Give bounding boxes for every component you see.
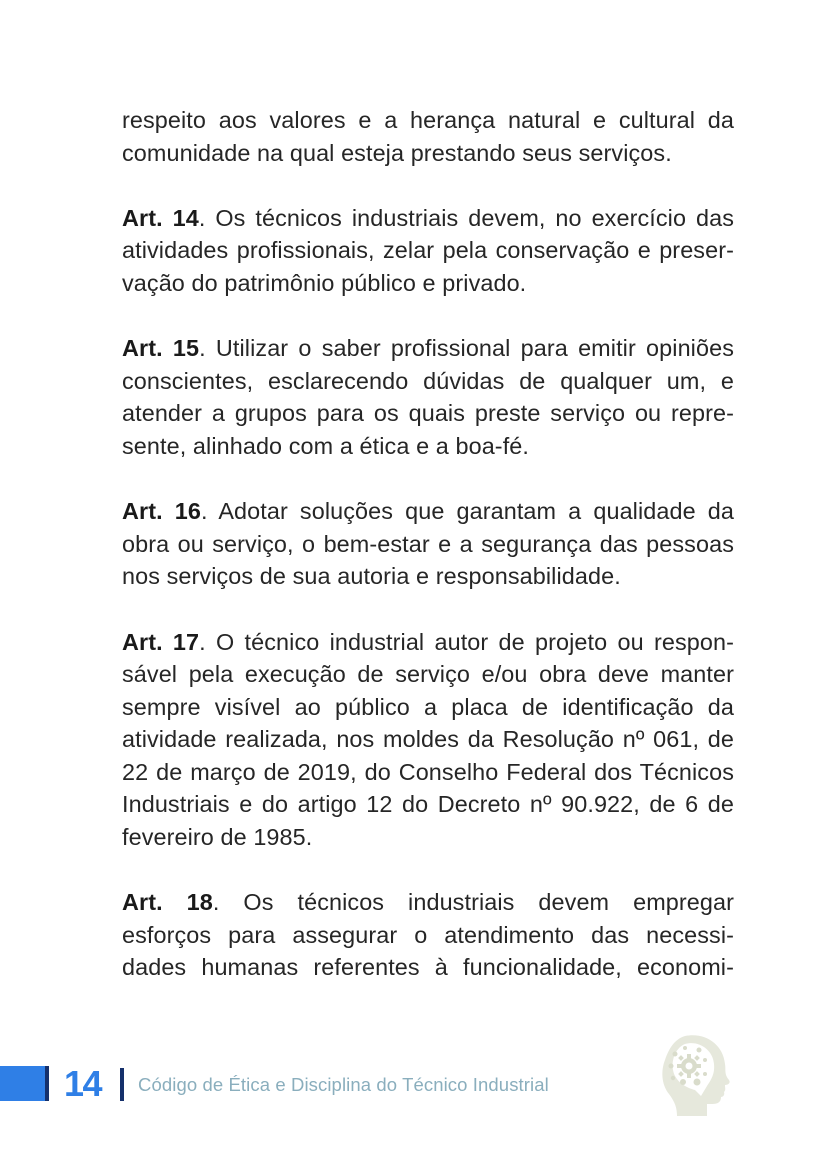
- text-line: esforços para assegurar o atendimento das necessi-: [122, 921, 734, 948]
- text-line: [122, 202, 734, 235]
- text-line: [122, 886, 734, 919]
- text-line: sável pela execução de serviço e/ou obra deve manter: [122, 661, 734, 688]
- paragraph-continuation: [122, 104, 734, 169]
- footer-accent-bar: [0, 1066, 45, 1101]
- page-number: 14: [64, 1063, 102, 1104]
- page-body: [122, 104, 734, 1017]
- article-text: . Adotar soluções que garantam a qualidade da: [200, 498, 734, 525]
- text-line: conscientes, esclarecendo dúvidas de qualquer um, e: [122, 367, 734, 394]
- text-line: sente, alinhado com a ética e a boa-fé.: [122, 432, 529, 459]
- article-label: Art. 18: [122, 889, 213, 916]
- text-line: respeito aos valores e a herança natural e cultural da: [122, 107, 734, 133]
- footer-divider: [120, 1068, 124, 1101]
- article-label: Art. 15: [122, 335, 200, 362]
- text-line: 22 de março de 2019, do Conselho Federal dos Técnicos: [122, 758, 734, 785]
- text-line: atender a grupos para os quais preste serviço ou repre-: [122, 400, 734, 427]
- article-text: . Utilizar o saber profissional para emitir opiniões: [199, 335, 734, 362]
- article-18: [122, 886, 734, 984]
- article-label: Art. 14: [122, 204, 199, 231]
- article-text: . Os técnicos industriais devem empregar: [212, 889, 735, 916]
- article-14: [122, 202, 734, 300]
- page-footer: [0, 1063, 827, 1106]
- text-line: vação do patrimônio público e privado.: [122, 269, 527, 296]
- text-line: atividades profissionais, zelar pela conservação e preser-: [122, 237, 734, 264]
- head-with-gears-icon: [655, 1030, 735, 1120]
- article-15: [122, 332, 734, 462]
- text-line: obra ou serviço, o bem-estar e a segurança das pessoas: [122, 530, 734, 557]
- article-label: Art. 16: [122, 498, 201, 525]
- text-line: fevereiro de 1985.: [122, 824, 313, 851]
- text-line: comunidade na qual esteja prestando seus serviços.: [122, 139, 672, 166]
- text-line: sempre visível ao público a placa de identificação da: [122, 693, 734, 720]
- footer-title: Código de Ética e Disciplina do Técnico Industrial: [138, 1074, 549, 1095]
- article-16: [122, 495, 734, 593]
- text-line: atividade realizada, nos moldes da Resolução nº 061, de: [122, 726, 734, 753]
- footer-accent-bar-edge: [45, 1066, 49, 1101]
- article-17: [122, 626, 734, 854]
- article-label: Art. 17: [122, 628, 200, 655]
- text-line: [122, 626, 734, 659]
- text-line: nos serviços de sua autoria e responsabilidade.: [122, 563, 621, 590]
- text-line: Industriais e do artigo 12 do Decreto nº 90.922, de 6 de: [122, 791, 734, 818]
- article-text: . Os técnicos industriais devem, no exercício das: [198, 204, 735, 231]
- article-text: . O técnico industrial autor de projeto ou respon-: [199, 628, 734, 655]
- text-line: [122, 332, 734, 365]
- text-line: [122, 495, 734, 528]
- text-line: dades humanas referentes à funcionalidade, economi-: [122, 954, 734, 981]
